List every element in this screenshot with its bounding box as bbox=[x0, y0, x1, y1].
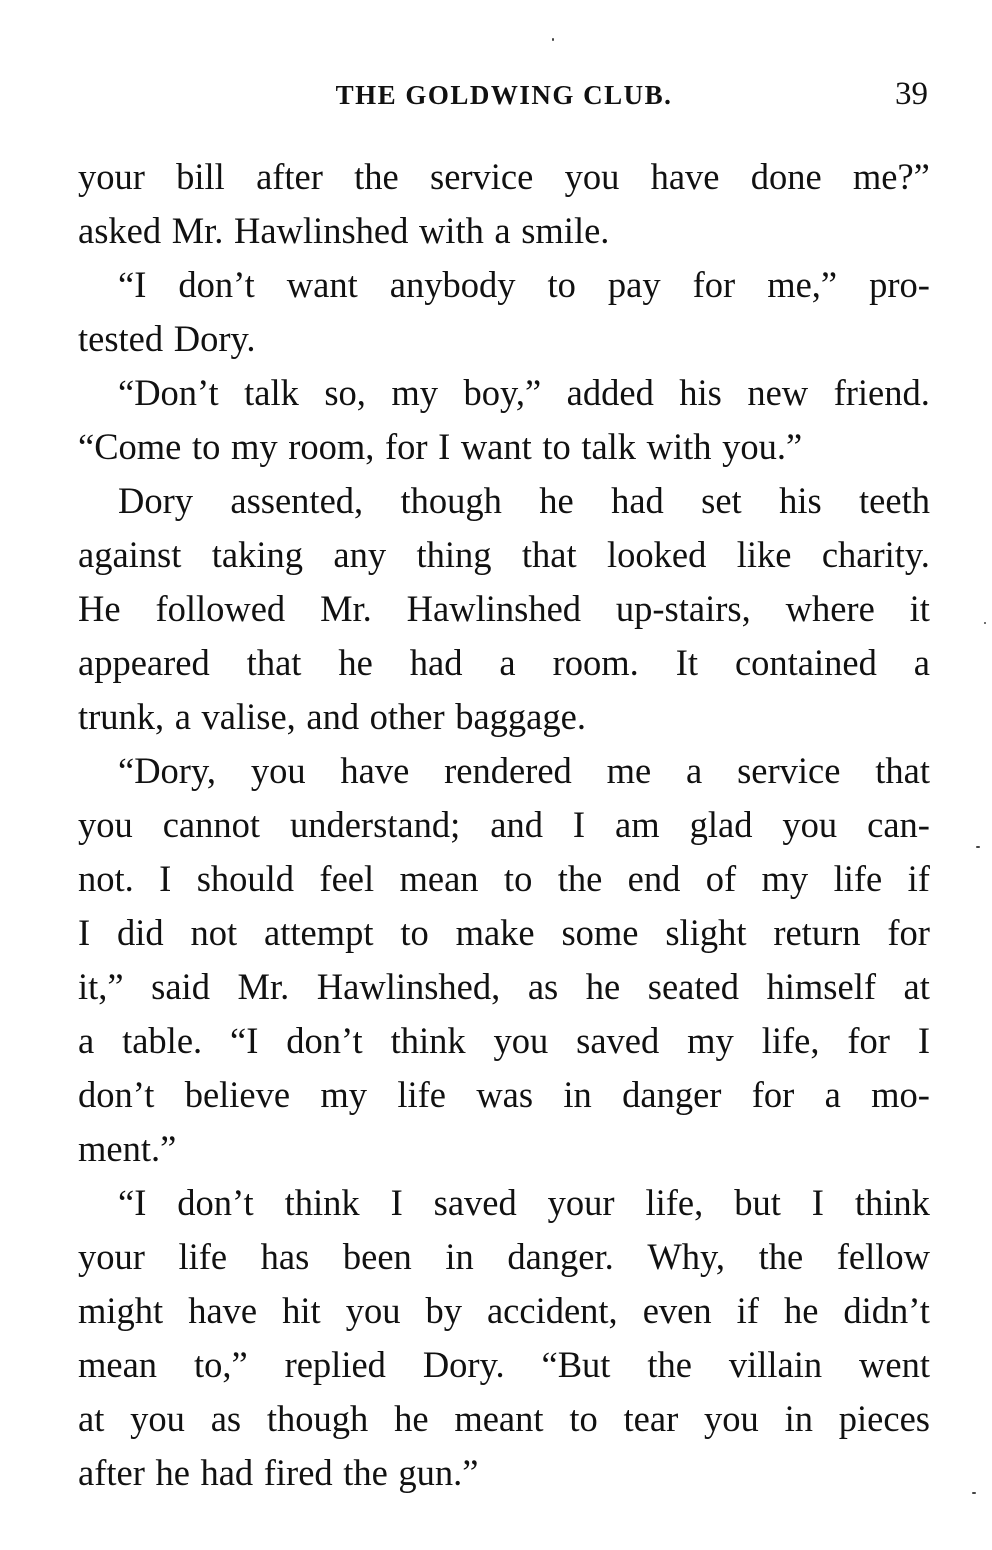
text-line: your life has been in danger. Why, the fellow bbox=[78, 1236, 930, 1277]
text-line: at you as though he meant to tear you in pieces bbox=[78, 1398, 930, 1439]
text-line: appeared that he had a room. It contained a bbox=[78, 642, 930, 683]
text-line: it,” said Mr. Hawlinshed, as he seated himself at bbox=[78, 966, 930, 1007]
text-line: not. I should feel mean to the end of my life if bbox=[78, 858, 930, 899]
text-line: asked Mr. Hawlinshed with a smile. bbox=[78, 210, 610, 251]
text-line: “Come to my room, for I want to talk with you.” bbox=[78, 426, 803, 467]
print-speck bbox=[984, 622, 986, 624]
text-line: trunk, a valise, and other baggage. bbox=[78, 696, 586, 737]
text-line: mean to,” replied Dory. “But the villain went bbox=[78, 1344, 930, 1385]
running-head bbox=[78, 76, 930, 116]
page-number: 39 bbox=[895, 76, 928, 112]
text-line: you cannot understand; and I am glad you can- bbox=[78, 804, 930, 845]
text-line: after he had fired the gun.” bbox=[78, 1452, 479, 1493]
text-line: tested Dory. bbox=[78, 318, 256, 359]
text-line: I did not attempt to make some slight return for bbox=[78, 912, 930, 953]
print-speck bbox=[976, 846, 980, 848]
text-line: a table. “I don’t think you saved my life, for I bbox=[78, 1020, 930, 1061]
body-text bbox=[78, 150, 930, 1500]
text-line: “I don’t think I saved your life, but I think bbox=[118, 1182, 930, 1223]
text-line: your bill after the service you have done me?” bbox=[78, 156, 930, 197]
text-line: “I don’t want anybody to pay for me,” pro- bbox=[118, 264, 930, 305]
text-line: “Dory, you have rendered me a service that bbox=[118, 750, 930, 791]
text-line: “Don’t talk so, my boy,” added his new friend. bbox=[118, 372, 930, 413]
running-title: THE GOLDWING CLUB. bbox=[335, 80, 673, 110]
text-line: against taking any thing that looked like charity. bbox=[78, 534, 930, 575]
text-line: ment.” bbox=[78, 1128, 177, 1169]
text-line: Dory assented, though he had set his teeth bbox=[118, 480, 930, 521]
text-line: don’t believe my life was in danger for a mo- bbox=[78, 1074, 930, 1115]
text-line: He followed Mr. Hawlinshed up-stairs, where it bbox=[78, 588, 930, 629]
print-speck bbox=[972, 1492, 976, 1494]
print-speck bbox=[552, 38, 554, 41]
text-line: might have hit you by accident, even if he didn’t bbox=[78, 1290, 930, 1331]
